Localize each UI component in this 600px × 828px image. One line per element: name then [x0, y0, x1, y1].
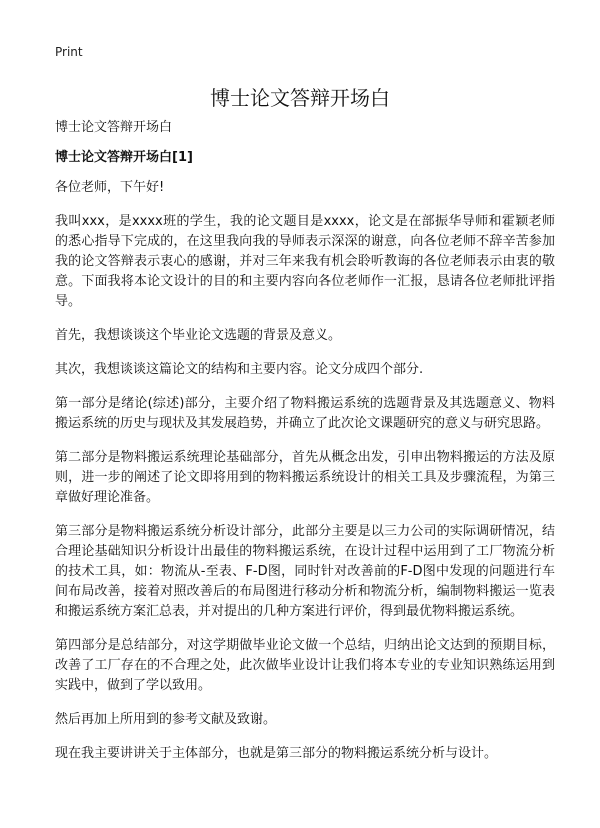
paragraph-part-four: 第四部分是总结部分，对这学期做毕业论文做一个总结，归纳出论文达到的预期目标，改善了工厂存在的不合理之处，此次做毕业设计让我们将本专业的专业知识熟练运用到实践中，做到了学以致用。	[55, 638, 555, 693]
paragraph-part-two: 第二部分是物料搬运系统理论基础部分，首先从概念出发，引申出物料搬运的方法及原则，进一步的阐述了论文即将用到的物料搬运系统设计的相关工具及步骤流程，为第三章做好理论准备。	[55, 450, 555, 505]
paragraph-first: 首先，我想谈谈这个毕业论文选题的背景及意义。	[55, 328, 342, 343]
paragraph-main-body: 现在我主要讲讲关于主体部分，也就是第三部分的物料搬运系统分析与设计。	[55, 746, 498, 761]
paragraph-references: 然后再加上所用到的参考文献及致谢。	[55, 712, 277, 727]
paragraph-greeting: 各位老师，下午好!	[55, 180, 165, 195]
document-title: 博士论文答辩开场白	[210, 86, 390, 110]
document-body	[55, 118, 555, 778]
document-subtitle: 博士论文答辩开场白	[55, 120, 173, 135]
paragraph-intro: 我叫xxx，是xxxx班的学生，我的论文题目是xxxx，论文是在部振华导师和霍颖老师的悉心指导下完成的，在这里我向我的导师表示深深的谢意，向各位老师不辞辛苦参加我的论文答辩表示衷心的感谢，并对三年来我有机会聆听教诲的各位老师表示由衷的敬意。下面我将本论文设计的目的和主要内容向各位老师作一汇报，恳请各位老师批评指导。	[55, 214, 555, 309]
paragraph-part-one: 第一部分是绪论(综述)部分，主要介绍了物料搬运系统的选题背景及其选题意义、物料搬运系统的历史与现状及其发展趋势，并确立了此次论文课题研究的意义与研究思路。	[55, 396, 555, 431]
paragraph-part-three: 第三部分是物料搬运系统分析设计部分，此部分主要是以三力公司的实际调研情况，结合理论基础知识分析设计出最佳的物料搬运系统，在设计过程中运用到了工厂物流分析的技术工具，如：物流从-至表、F-D图，同时针对改善前的F-D图中发现的问题进行车间布局改善，接着对照改善后的布局图进行移动分析和物流分析，编制物料搬运一览表和搬运系统方案汇总表，并对提出的几种方案进行评价，得到最优物料搬运系统。	[55, 524, 555, 619]
bold-heading: 博士论文答辩开场白[1]	[55, 150, 193, 165]
paragraph-second: 其次，我想谈谈这篇论文的结构和主要内容。论文分成四个部分.	[55, 362, 424, 377]
print-label: Print	[55, 45, 83, 59]
